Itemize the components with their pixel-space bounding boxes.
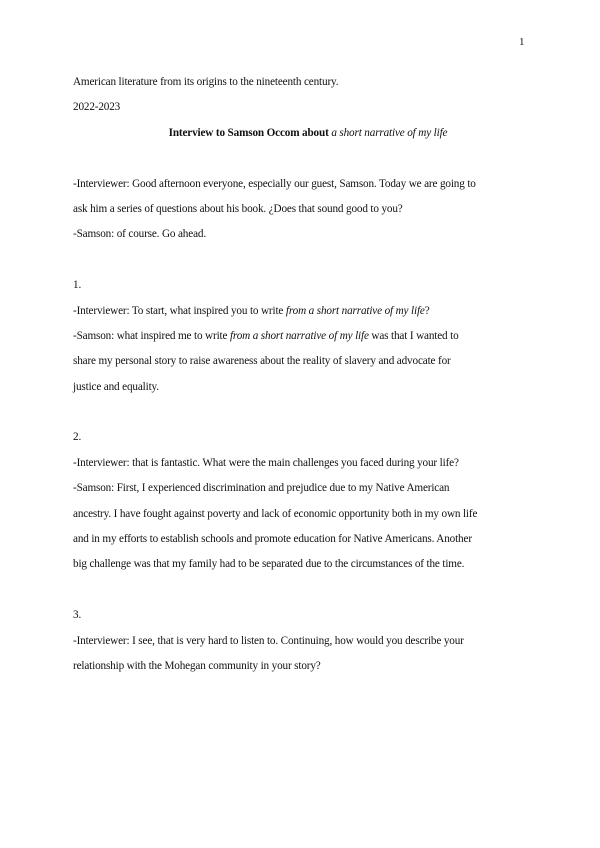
question-1-samson-line-2: share my personal story to raise awareness about the reality of slavery and advocate for bbox=[73, 355, 451, 368]
intro-line-1: -Interviewer: Good afternoon everyone, especially our guest, Samson. Today we are going to bbox=[73, 177, 476, 190]
title-italic: a short narrative of my life bbox=[331, 126, 448, 139]
question-1-interviewer: -Interviewer: To start, what inspired you to write from a short narrative of my life? bbox=[73, 304, 430, 317]
question-1-samson-line-3: justice and equality. bbox=[73, 380, 159, 393]
question-2-samson-line-2: ancestry. I have fought against poverty and lack of economic opportunity both in my own life bbox=[73, 507, 478, 520]
question-2-samson-line-3: and in my efforts to establish schools and promote education for Native Americans. Another bbox=[73, 533, 472, 546]
question-1-samson-line-1: -Samson: what inspired me to write from a short narrative of my life was that I wanted to bbox=[73, 329, 459, 342]
question-3-number: 3. bbox=[73, 609, 82, 622]
academic-year: 2022-2023 bbox=[73, 101, 121, 114]
question-2-samson-line-4: big challenge was that my family had to be separated due to the circumstances of the time. bbox=[73, 558, 465, 571]
question-1-number: 1. bbox=[73, 279, 82, 292]
question-3-interviewer-line-2: relationship with the Mohegan community in your story? bbox=[73, 659, 321, 672]
course-title: American literature from its origins to the nineteenth century. bbox=[73, 76, 339, 88]
question-3-interviewer-line-1: -Interviewer: I see, that is very hard to listen to. Continuing, how would you describe your bbox=[73, 634, 464, 647]
title-bold: Interview to Samson Occom about bbox=[168, 126, 329, 139]
question-2-number: 2. bbox=[73, 431, 82, 444]
intro-line-3: -Samson: of course. Go ahead. bbox=[73, 228, 206, 241]
document-title bbox=[73, 121, 543, 146]
question-2-interviewer: -Interviewer: that is fantastic. What were the main challenges you faced during your life? bbox=[73, 456, 459, 469]
page-number: 1 bbox=[519, 36, 525, 48]
question-2-samson-line-1: -Samson: First, I experienced discrimination and prejudice due to my Native American bbox=[73, 482, 450, 495]
document-body bbox=[73, 70, 543, 679]
intro-line-2: ask him a series of questions about his book. ¿Does that sound good to you? bbox=[73, 202, 403, 215]
